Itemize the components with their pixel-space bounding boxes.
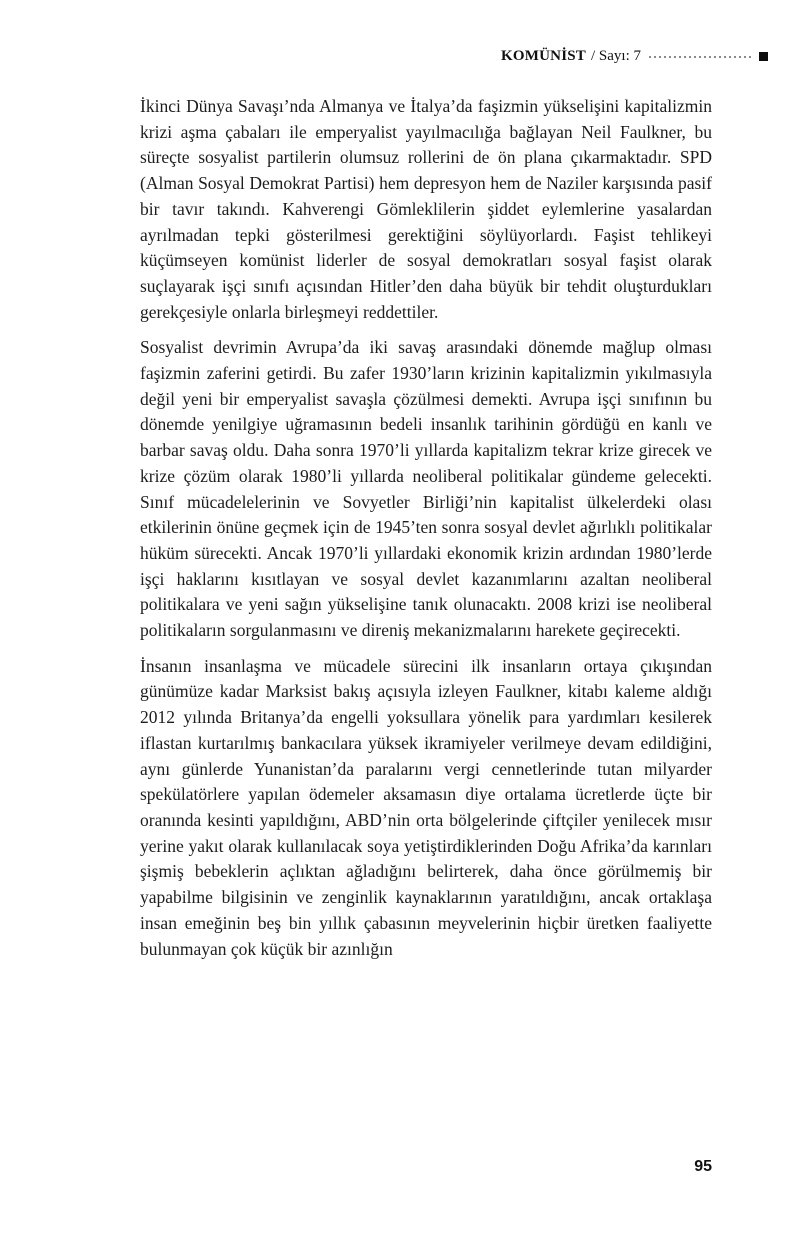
page-footer xyxy=(140,1158,712,1176)
body-paragraph: İkinci Dünya Savaşı’nda Almanya ve İtalya’da faşizmin yükselişini kapitalizmin krizi aşma çabaları ile emperyalist yayılmacılığa bağlayan Neil Faulkner, bu süreçte sosyalist partilerin olumsuz rollerini de ön plana çıkarmaktadır. SPD (Alman Sosyal Demokrat Partisi) hem depresyon hem de Naziler karşısında pasif bir tavır takındı. Kahverengi Gömleklilerin şiddet eylemlerine yasalardan ayrılmadan tepki gösterilmesi gerektiğini söylüyorlardı. Faşist tehlikeyi küçümseyen komünist liderler de sosyal demokratları sosyal faşist olarak suçlayarak işçi sınıfı açısından Hitler’den daha büyük bir tehdit oluşturdukları gerekçesiyle onlarla birleşmeyi reddettiler. xyxy=(140,96,712,322)
issue-label: / Sayı: 7 xyxy=(590,48,641,64)
journal-title: KOMÜNİST xyxy=(501,48,586,64)
body-paragraph: İnsanın insanlaşma ve mücadele sürecini ilk insanların ortaya çıkışından günümüze kadar Marksist bakış açısıyla izleyen Faulkner, kitabı kaleme aldığı 2012 yılında Britanya’da engelli yoksullara yönelik para yardımları kesilerek iflastan kurtarılmış bankacılara yüksek ikramiyeler verilmeye devam edildiğini, aynı günlerde Yunanistan’da paralarını vergi cennetlerinde tutan milyarder spekülatörlere yapılan ödemeler aksamasın diye ortalama ücretlerde üçte bir oranında kesinti yapıldığını, ABD’nin orta bölgelerinde çiftçiler yenilecek mısır yerine yakıt olarak kullanılacak soya yetiştirdiklerinden Doğu Afrika’da karınları şişmiş bebeklerin açlıktan ağladığını belirterek, daha önce görülmemiş bir yapabilme bilgisinin ve zenginlik kaynaklarının yaratıldığını, ancak ortaklaşa insan emeğinin beş bin yıllık çabasının meyvelerinin hiçbir üretken faaliyette bulunmayan çok küçük bir azınlığın xyxy=(140,655,712,959)
header-dotted-rule xyxy=(649,56,753,58)
page-number: 95 xyxy=(694,1158,712,1175)
page-header xyxy=(140,48,768,65)
body-paragraph: Sosyalist devrimin Avrupa’da iki savaş arasındaki dönemde mağlup olması faşizmin zaferini getirdi. Bu zafer 1930’ların krizinin kapitalizmin yıkılmasıyla değil yeni bir emperyalist savaşla çözülmesi demekti. Avrupa işçi sınıfının bu dönemde yenilgiye uğramasının bedeli insanlık tarihinin gördüğü en kanlı ve barbar savaş oldu. Daha sonra 1970’li yıllarda kapitalizm tekrar krize girecek ve krize çözüm olarak 1980’li yıllarda neoliberal politikalar gündeme gelecekti. Sınıf mücadelelerinin ve Sovyetler Birliği’nin kapitalist ülkelerdeki olası etkilerinin önüne geçmek için de 1945’ten sonra sosyal devlet ağırlıklı politikalar hüküm sürecekti. Ancak 1970’li yıllardaki ekonomik krizin ardından 1980’lerde işçi haklarını kısıtlayan ve sosyal devlet kazanımlarını azaltan neoliberal politikalara ve yeni sağın yükselişine tanık olunacaktı. 2008 krizi ise neoliberal politikaların sorgulanmasını ve direniş mekanizmalarını harekete geçirecekti. xyxy=(140,337,712,641)
article-body xyxy=(140,94,712,972)
header-square-marker-icon xyxy=(759,52,768,61)
